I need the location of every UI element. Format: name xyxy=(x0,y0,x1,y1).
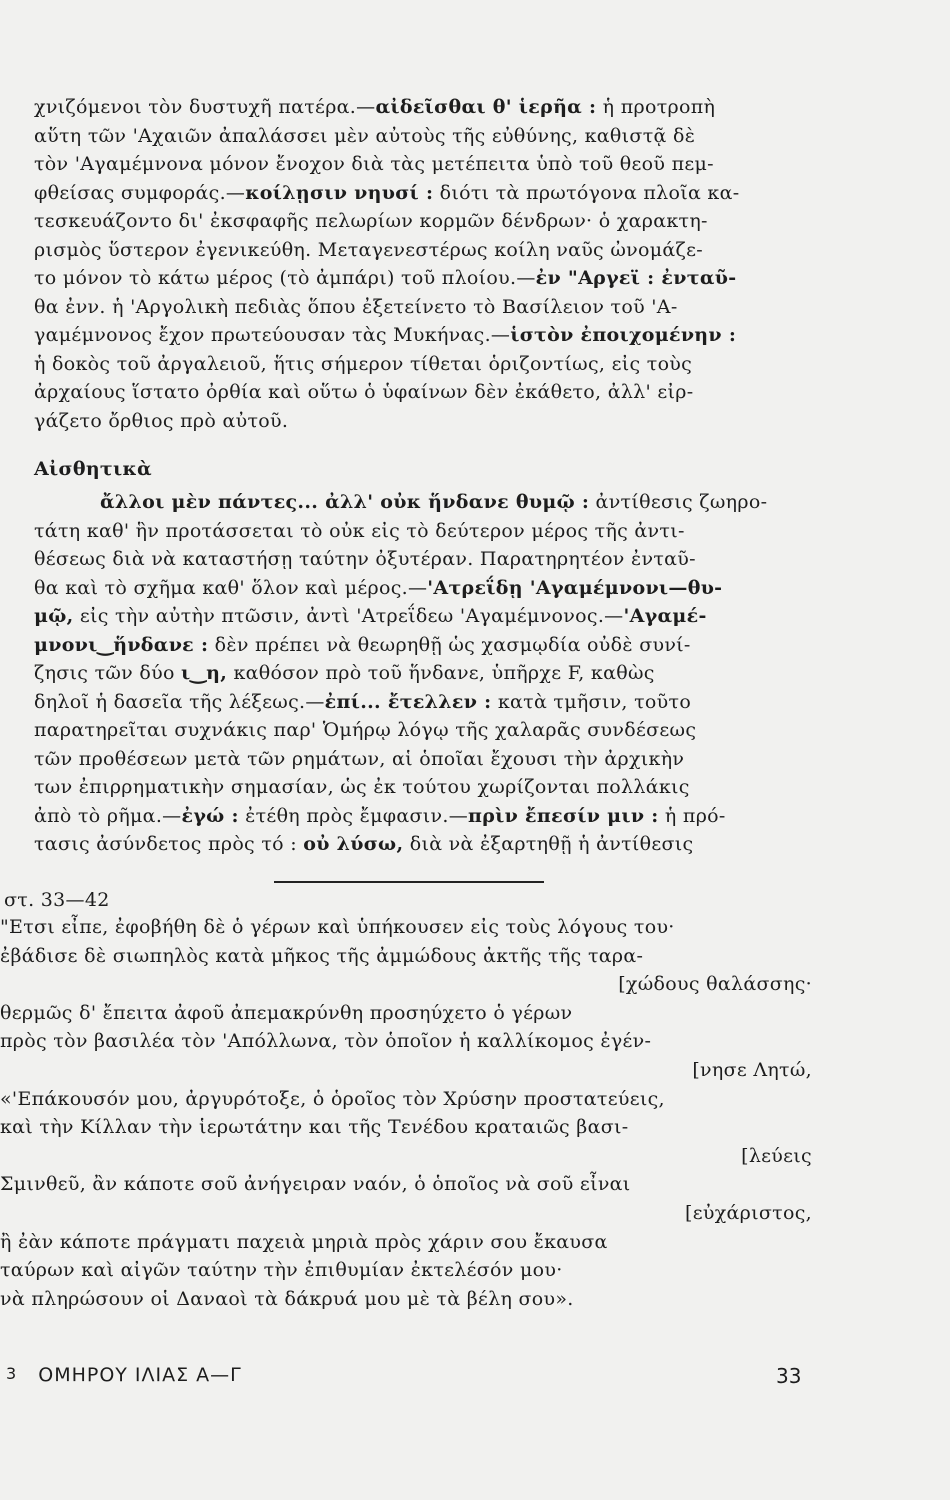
commentary-line xyxy=(34,207,824,236)
lemma-text: ἄλλοι μὲν πάντες... ἀλλ' οὐκ ἥνδανε θυμῷ : xyxy=(100,491,590,513)
verse-line: νὰ πληρώσουν οἱ Δαναοὶ τὰ δάκρυά μου μὲ τὰ βέλη σου». xyxy=(0,1287,574,1310)
body-text: ρισμὸς ὕστερον ἐγενικεύθη. Μεταγενεστέρως κοίλη ναῦς ὠνομάζε- xyxy=(34,238,703,261)
body-text: ἡ δοκὸς τοῦ ἀργαλειοῦ, ἥτις σήμερον τίθεται ὁριζοντίως, εἰς τοὺς xyxy=(34,352,693,375)
aesthetics-commentary-block xyxy=(34,488,824,859)
verse-continuation: [χώδους θαλάσσης· xyxy=(618,973,812,996)
lemma-text: 'Ατρεΐδῃ 'Αγαμέμνονι—θυ- xyxy=(427,576,723,599)
commentary-line xyxy=(34,631,824,660)
lemma-text: ἐπί... ἔτελλεν : xyxy=(324,690,492,713)
commentary-line xyxy=(34,321,824,350)
body-text: αὕτη τῶν 'Αχαιῶν ἀπαλάσσει μὲν αὐτοὺς τῆς εὐθύνης, καθιστᾷ δὲ xyxy=(34,124,696,147)
body-text: ἀπὸ τὸ ρῆμα.— xyxy=(34,804,182,827)
body-text: φθείσας συμφοράς.— xyxy=(34,181,246,204)
body-text: διὰ νὰ ἐξαρτηθῇ ἡ ἀντίθεσις xyxy=(403,833,694,855)
body-text: θα καὶ τὸ σχῆμα καθ' ὅλον καὶ μέρος.— xyxy=(34,576,428,599)
lemma-text: αἰδεῖσθαι θ' ἱερῆα : xyxy=(375,96,597,118)
verse-line: ἐβάδισε δὲ σιωπηλὸς κατὰ μῆκος τῆς ἀμμώδους ἀκτῆς τῆς ταρα- xyxy=(0,944,644,967)
lemma-text: μῷ, xyxy=(34,605,74,627)
body-text: τὸν 'Αγαμέμνονα μόνον ἔνοχον διὰ τὰς μετέπειτα ὑπὸ τοῦ θεοῦ πεμ- xyxy=(34,153,714,175)
body-text: ἀρχαίους ἵστατο ὀρθία καὶ οὕτω ὁ ὑφαίνων δὲν ἐκάθετο, ἀλλ' εἰρ- xyxy=(34,381,694,403)
commentary-line xyxy=(34,688,824,717)
verse-line: πρὸς τὸν βασιλέα τὸν 'Απόλλωνα, τὸν ὁποῖον ἡ καλλίκομος ἐγέν- xyxy=(0,1030,652,1053)
body-text: τασις ἀσύνδετος πρὸς τό : xyxy=(34,833,304,855)
commentary-line xyxy=(34,659,824,688)
sheet-number: 3 xyxy=(6,1364,18,1383)
commentary-line xyxy=(34,236,824,265)
commentary-line xyxy=(34,745,824,774)
verse-continuation: [νησε Λητώ, xyxy=(692,1058,812,1081)
commentary-line xyxy=(34,773,824,802)
section-heading: Αἰσθητικὰ xyxy=(34,458,152,480)
commentary-line xyxy=(34,150,824,179)
body-text: δηλοῖ ἡ δασεῖα τῆς λέξεως.— xyxy=(34,690,325,713)
verse-line: "Ετσι εἶπε, ἐφοβήθη δὲ ὁ γέρων καὶ ὑπήκουσεν εἰς τοὺς λόγους του· xyxy=(0,916,675,938)
commentary-line xyxy=(34,830,824,859)
body-text: ἐτέθη πρὸς ἔμφασιν.— xyxy=(238,804,468,827)
commentary-line xyxy=(34,264,824,293)
verse-continuation: [εὐχάριστος, xyxy=(685,1201,812,1224)
commentary-line xyxy=(34,602,824,631)
verse-line: «'Επάκουσόν μου, ἀργυρότοξε, ὁ ὁροῖος τὸν Χρύσην προστατεύεις, xyxy=(0,1087,665,1110)
verse-line: θερμῶς δ' ἔπειτα ἀφοῦ ἀπεμακρύνθη προσηύχετο ὁ γέρων xyxy=(0,1001,573,1024)
commentary-line xyxy=(34,407,824,436)
body-text: κατὰ τμῆσιν, τοῦτο xyxy=(491,690,692,713)
commentary-line xyxy=(34,517,824,546)
body-text: γαμέμνονος ἔχον πρωτεύουσαν τὰς Μυκήνας.— xyxy=(34,324,511,346)
commentary-line xyxy=(34,350,824,379)
commentary-line xyxy=(34,545,824,574)
commentary-line xyxy=(34,122,824,151)
commentary-line xyxy=(34,716,824,745)
body-text: ζησις τῶν δύο xyxy=(34,662,182,684)
commentary-line xyxy=(34,293,824,322)
translation-block xyxy=(0,913,820,1313)
verse-line: ἢ ἐὰν κάποτε πράγματι παχειὰ μηριὰ πρὸς χάριν σου ἔκαυσα xyxy=(0,1230,608,1253)
page-footer xyxy=(6,1364,806,1386)
body-text: καθόσον πρὸ τοῦ ἥνδανε, ὑπῆρχε F, καθὼς xyxy=(227,662,655,684)
commentary-line xyxy=(34,488,824,517)
lemma-text: οὐ λύσω, xyxy=(303,833,404,855)
body-text: θα ἐνν. ἡ 'Αργολικὴ πεδιὰς ὅπου ἐξετείνετο τὸ Βασίλειον τοῦ 'Α- xyxy=(34,295,678,318)
body-text: διότι τὰ πρωτόγονα πλοῖα κα- xyxy=(433,181,740,204)
body-text: ἡ πρό- xyxy=(658,804,726,827)
verse-line: Σμινθεῦ, ἂν κάποτε σοῦ ἀνήγειραν ναόν, ὁ ὁποῖος νὰ σοῦ εἶναι xyxy=(0,1173,631,1196)
commentary-line xyxy=(34,179,824,208)
body-text: τεσκευάζοντο δι' ἐκσφαφῆς πελωρίων κορμῶν δένδρων· ὁ χαρακτη- xyxy=(34,210,708,232)
lemma-text: πρὶν ἔπεσίν μιν : xyxy=(468,804,659,827)
commentary-line xyxy=(34,574,824,603)
body-text: των ἐπιρρηματικὴν σημασίαν, ὡς ἐκ τούτου χωρίζονται πολλάκις xyxy=(34,776,690,798)
lemma-text: μνονι‿ἥνδανε : xyxy=(34,633,209,656)
body-text: γάζετο ὄρθιος πρὸ αὐτοῦ. xyxy=(34,409,289,432)
page-number: 33 xyxy=(776,1364,802,1388)
verse-line: καὶ τὴν Κίλλαν τὴν ἱερωτάτην και τῆς Τενέδου κραταιῶς βασι- xyxy=(0,1116,629,1139)
commentary-line xyxy=(34,93,824,122)
body-text: το μόνον τὸ κάτω μέρος (τὸ ἀμπάρι) τοῦ πλοίου.— xyxy=(34,267,536,289)
body-text: ἡ προτροπὴ xyxy=(596,96,716,118)
lemma-text: κοίλῃσιν νηυσί : xyxy=(245,181,434,204)
body-text: δὲν πρέπει νὰ θεωρηθῇ ὡς χασμῳδία οὐδὲ συνί- xyxy=(208,633,691,656)
lemma-text: ἱστὸν ἐποιχομένην : xyxy=(510,324,737,346)
lemma-text: ἐγώ : xyxy=(181,804,239,827)
lemma-text: 'Αγαμέ- xyxy=(623,605,707,627)
verse-line: ταύρων καὶ αἰγῶν ταύτην τὴν ἐπιθυμίαν ἐκτελέσόν μου· xyxy=(0,1259,563,1282)
body-text: παρατηρεῖται συχνάκις παρ' Ὁμήρῳ λόγῳ τῆς χαλαρᾶς συνδέσεως xyxy=(34,719,697,741)
section-divider xyxy=(274,881,544,883)
verse-range-label: στ. 33—42 xyxy=(4,889,110,911)
commentary-block xyxy=(34,93,824,435)
body-text: θέσεως διὰ νὰ καταστήσῃ ταύτην ὀξυτέραν. Παρατηρητέον ἐνταῦ- xyxy=(34,548,696,570)
body-text: τῶν προθέσεων μετὰ τῶν ρημάτων, αἱ ὁποῖαι ἔχουσι τὴν ἀρχικὴν xyxy=(34,747,685,770)
verse-continuation: [λεύεις xyxy=(741,1144,812,1167)
commentary-line xyxy=(34,802,824,831)
commentary-line xyxy=(34,378,824,407)
body-text: εἰς τὴν αὐτὴν πτῶσιν, ἀντὶ 'Ατρεΐδεω 'Αγαμέμνονος.— xyxy=(73,605,624,627)
body-text: χνιζόμενοι τὸν δυστυχῆ πατέρα.— xyxy=(34,96,376,118)
body-text: τάτη καθ' ἣν προτάσσεται τὸ οὐκ εἰς τὸ δεύτερον μέρος τῆς ἀντι- xyxy=(34,519,685,542)
body-text: ἀντίθεσις ζωηρο- xyxy=(589,491,768,513)
book-title: ΟΜΗΡΟΥ ΙΛΙΑΣ Α—Γ xyxy=(38,1364,242,1386)
lemma-text: ι‿η, xyxy=(181,662,228,684)
lemma-text: ἐν "Αργεϊ : ἐνταῦ- xyxy=(535,267,737,289)
